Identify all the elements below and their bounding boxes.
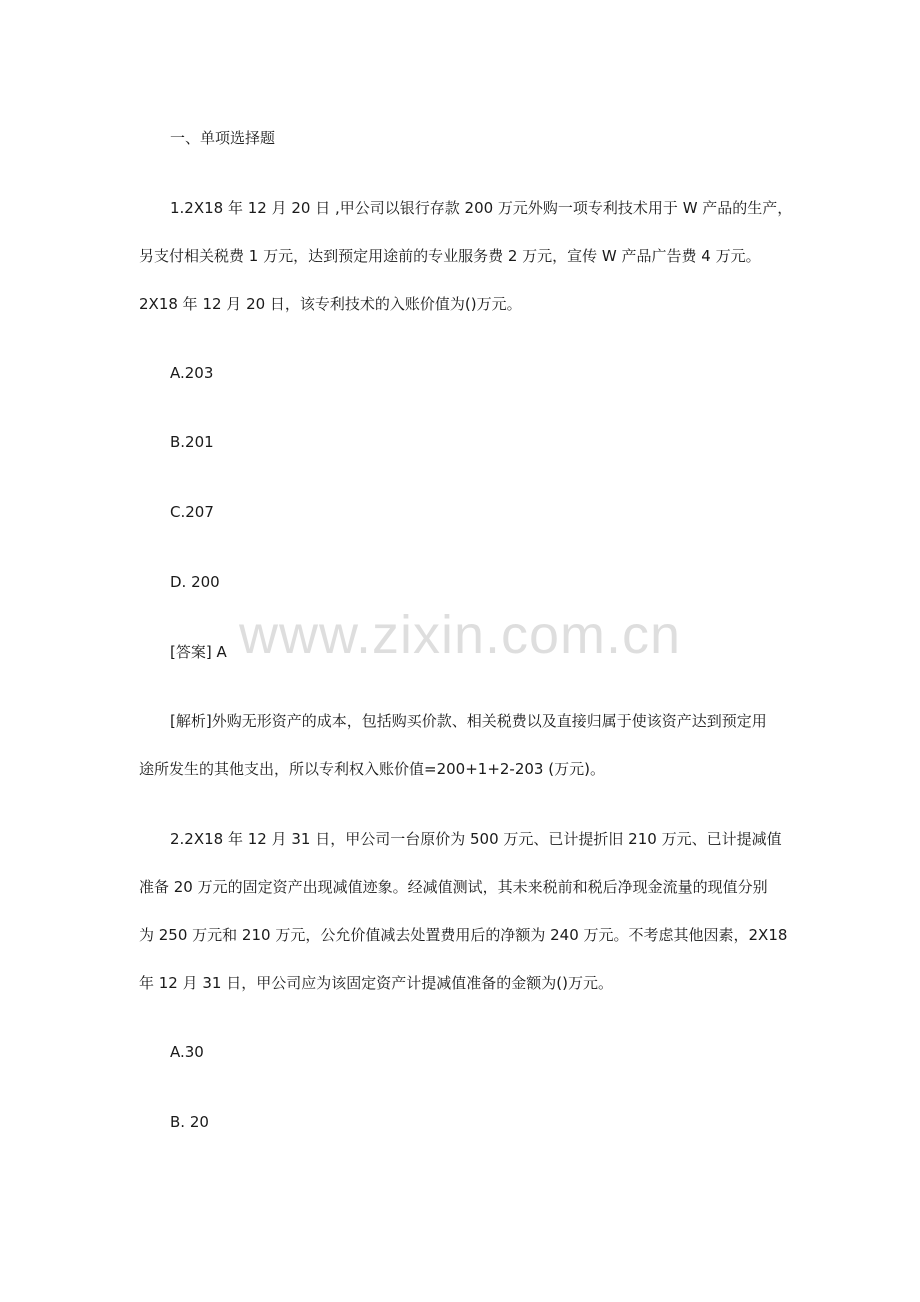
question-2-line-3: 为 250 万元和 210 万元，公允价值减去处置费用后的净额为 240 万元。不考虑其他因素，2X18 bbox=[139, 926, 788, 944]
question-1-analysis-line-1: [解析]外购无形资产的成本，包括购买价款、相关税费以及直接归属于使该资产达到预定用 bbox=[170, 712, 767, 730]
question-2-line-2: 准备 20 万元的固定资产出现减值迹象。经减值测试，其未来税前和税后净现金流量的现值分别 bbox=[139, 878, 768, 896]
question-1-analysis-line-2: 途所发生的其他支出，所以专利权入账价值=200+1+2-203 (万元)。 bbox=[139, 760, 605, 778]
question-2-option-a: A.30 bbox=[170, 1043, 204, 1061]
question-1-option-d: D. 200 bbox=[170, 573, 220, 591]
question-2-option-b: B. 20 bbox=[170, 1113, 209, 1131]
section-title: 一、单项选择题 bbox=[170, 129, 276, 147]
question-1-option-a: A.203 bbox=[170, 364, 214, 382]
question-1-option-b: B.201 bbox=[170, 433, 214, 451]
watermark: www.zixin.com.cn bbox=[238, 605, 682, 665]
question-1-option-c: C.207 bbox=[170, 503, 214, 521]
question-1-line-1: 1.2X18 年 12 月 20 日 ,甲公司以银行存款 200 万元外购一项专利技术用于 W 产品的生产， bbox=[170, 199, 793, 217]
question-1-answer: [答案] A bbox=[170, 643, 227, 661]
question-1-line-3: 2X18 年 12 月 20 日，该专利技术的入账价值为()万元。 bbox=[139, 295, 522, 313]
question-2-line-4: 年 12 月 31 日，甲公司应为该固定资产计提减值准备的金额为()万元。 bbox=[139, 974, 613, 992]
question-1-line-2: 另支付相关税费 1 万元，达到预定用途前的专业服务费 2 万元，宣传 W 产品广告费 4 万元。 bbox=[139, 247, 761, 265]
question-2-line-1: 2.2X18 年 12 月 31 日，甲公司一台原价为 500 万元、已计提折旧 210 万元、已计提减值 bbox=[170, 830, 782, 848]
